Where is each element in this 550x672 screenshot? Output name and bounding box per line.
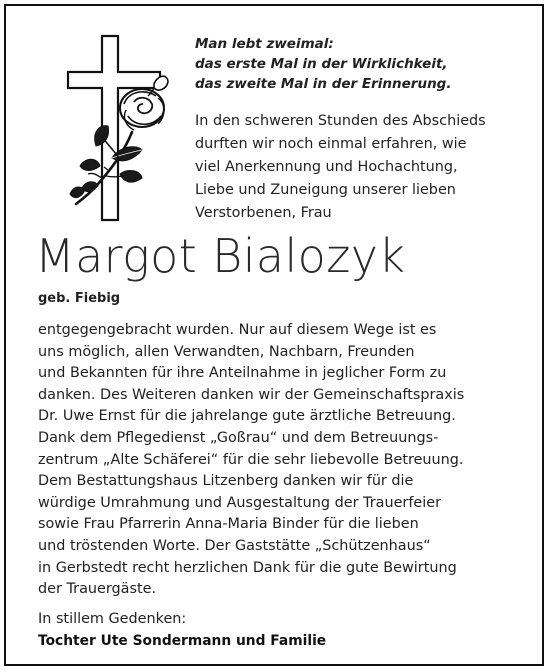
quote-line: das erste Mal in der Wirklichkeit, <box>195 56 448 72</box>
body-line: und Bekannten für ihre Anteilnahme in jeglicher Form zu <box>38 365 447 382</box>
body-line: in Gerbstedt recht herzlichen Dank für die gute Bewirtung <box>38 559 457 576</box>
quote-line: Man lebt zweimal: <box>195 36 334 52</box>
thanks-paragraph <box>38 320 543 601</box>
body-line: würdige Umrahmung und Ausgestaltung der Trauerfeier <box>38 494 442 511</box>
obituary-frame <box>4 4 544 666</box>
body-line: und tröstenden Worte. Der Gaststätte „Schützenhaus“ <box>38 537 431 554</box>
maiden-name: geb. Fiebig <box>38 291 121 306</box>
cross-with-rose-icon <box>62 34 182 222</box>
body-line: Dank dem Pflegedienst „Goßrau“ und dem Betreuungs- <box>38 429 439 446</box>
quote-line: das zweite Mal in der Erinnerung. <box>195 76 452 92</box>
body-line: Dem Bestattungshaus Litzenberg danken wir für die <box>38 473 414 490</box>
intro-line: Verstorbenen, Frau <box>195 205 332 221</box>
body-line: der Trauergäste. <box>38 581 157 598</box>
closing-line: In stillem Gedenken: <box>38 611 187 627</box>
body-line: danken. Des Weiteren danken wir der Gemeinschaftspraxis <box>38 386 465 403</box>
body-line: zentrum „Alte Schäferei“ für die sehr liebevolle Betreuung. <box>38 451 464 468</box>
signature: Tochter Ute Sondermann und Familie <box>38 633 327 649</box>
intro-line: viel Anerkennung und Hochachtung, <box>195 159 458 175</box>
memorial-quote <box>195 34 535 94</box>
intro-line: Liebe und Zuneigung unserer lieben <box>195 182 456 198</box>
intro-line: In den schweren Stunden des Abschieds <box>195 113 486 129</box>
intro-paragraph <box>195 110 540 225</box>
intro-line: durften wir noch einmal erfahren, wie <box>195 136 467 152</box>
body-line: uns möglich, allen Verwandten, Nachbarn, Freunden <box>38 343 415 360</box>
body-line: entgegengebracht wurden. Nur auf diesem Wege ist es <box>38 322 437 338</box>
body-line: Dr. Uwe Ernst für die jahrelange gute ärztliche Betreuung. <box>38 408 456 425</box>
body-line: sowie Frau Pfarrerin Anna-Maria Binder für die lieben <box>38 516 419 533</box>
deceased-name: Margot Bialozyk <box>35 229 406 283</box>
